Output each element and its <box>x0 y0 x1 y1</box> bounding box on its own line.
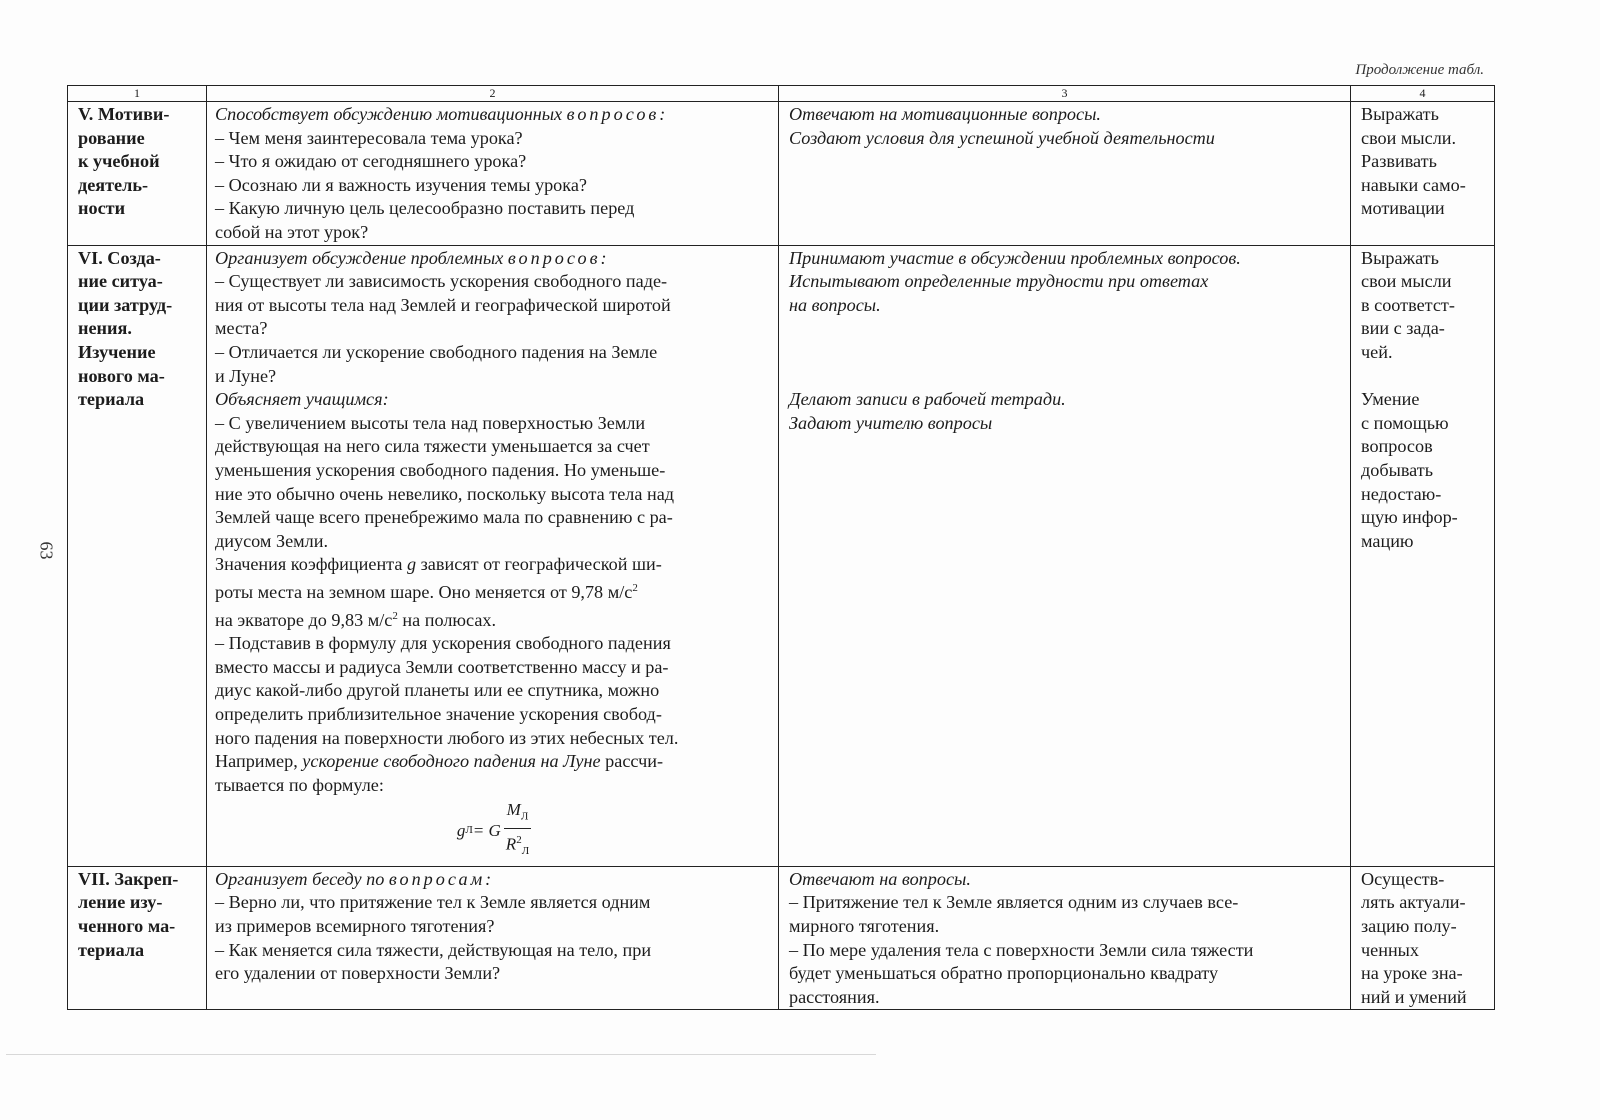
result-cell <box>1351 245 1495 866</box>
student-line: Отвечают на мотивационные вопросы. <box>789 104 1101 124</box>
result-line: на уроке зна- <box>1361 963 1463 984</box>
stage-line: VII. Закреп- <box>78 868 179 889</box>
teacher-explains: Объясняет учащимся: <box>215 389 389 410</box>
result-line: чей. <box>1361 341 1393 362</box>
teacher-activity-cell <box>207 866 779 1010</box>
result-line: Осуществ- <box>1361 868 1445 889</box>
teacher-line: тывается по формуле: <box>215 774 384 795</box>
result-line: Умение <box>1361 389 1420 410</box>
stage-line: нового ма- <box>78 365 165 386</box>
result-line: вопросов <box>1361 436 1433 457</box>
teacher-line: Например, ускорение свободного падения на Луне рассчи- <box>215 751 664 772</box>
result-line: добывать <box>1361 459 1434 480</box>
result-line: ченных <box>1361 939 1419 960</box>
column-header-3: 3 <box>779 86 1351 102</box>
teacher-line: собой на этот урок? <box>215 221 369 242</box>
student-activity-cell <box>779 245 1351 866</box>
teacher-line: уменьшения ускорения свободного падения. Но уменьше- <box>215 459 666 480</box>
teacher-line: вместо массы и радиуса Земли соответственно массу и ра- <box>215 656 669 677</box>
teacher-line: на экваторе до 9,83 $м/с^2$ на полюсах. <box>215 609 497 630</box>
teacher-intro: Организует обсуждение проблемных вопросов: <box>215 247 610 268</box>
student-intro: Отвечают на вопросы. <box>789 868 971 889</box>
result-line: свои мысли. <box>1361 127 1457 148</box>
result-line: в соответст- <box>1361 294 1455 315</box>
student-line: будет уменьшаться обратно пропорционально квадрату <box>789 963 1219 984</box>
teacher-line: – Что я ожидаю от сегодняшнего урока? <box>215 151 527 172</box>
student-line: – Притяжение тел к Земле является одним из случаев все- <box>789 892 1239 913</box>
column-header-1: 1 <box>68 86 207 102</box>
scan-edge-line <box>6 1054 876 1055</box>
result-line: Выражать <box>1361 247 1439 268</box>
teacher-line: его удалении от поверхности Земли? <box>215 963 501 984</box>
stage-line: ление изу- <box>78 892 163 913</box>
stage-line: к учебной <box>78 151 160 172</box>
result-line: ний и умений <box>1361 986 1467 1007</box>
teacher-line: – Верно ли, что притяжение тел к Земле является одним <box>215 892 651 913</box>
student-line: Создают условия для успешной учебной деятельности <box>789 127 1215 148</box>
teacher-line: диус какой-либо другой планеты или ее спутника, можно <box>215 680 660 701</box>
result-cell <box>1351 102 1495 246</box>
teacher-line: роты места на земном шаре. Оно меняется от 9,78 $м/с^2$ <box>215 581 638 602</box>
stage-line: деятель- <box>78 174 148 195</box>
table-continuation-caption: Продолжение табл. <box>1355 62 1484 78</box>
student-line: Задают учителю вопросы <box>789 412 993 433</box>
table-row <box>68 102 1495 246</box>
result-line: Выражать <box>1361 104 1439 124</box>
result-line: Развивать <box>1361 151 1437 172</box>
teacher-line: – Какую личную цель целесообразно поставить перед <box>215 198 635 219</box>
stage-line: рование <box>78 127 145 148</box>
result-line: мотивации <box>1361 198 1445 219</box>
result-line: лять актуали- <box>1361 892 1466 913</box>
stage-cell <box>68 102 207 246</box>
result-line: недостаю- <box>1361 483 1442 504</box>
teacher-line: ного падения на поверхности любого из этих небесных тел. <box>215 727 679 748</box>
lesson-plan-table <box>67 85 1495 1010</box>
stage-line: ции затруд- <box>78 294 173 315</box>
stage-line: ности <box>78 198 126 219</box>
result-line: свои мысли <box>1361 271 1452 292</box>
student-line: Делают записи в рабочей тетради. <box>789 389 1066 410</box>
stage-line: нения. <box>78 318 132 339</box>
teacher-line: действующая на него сила тяжести уменьшается за счет <box>215 436 650 457</box>
table-header-row <box>68 86 1495 102</box>
stage-cell <box>68 866 207 1010</box>
result-line: щую инфор- <box>1361 507 1458 528</box>
column-header-4: 4 <box>1351 86 1495 102</box>
stage-cell <box>68 245 207 866</box>
teacher-line: – Отличается ли ускорение свободного падения на Земле <box>215 341 658 362</box>
teacher-line: ние это обычно очень невелико, поскольку высота тела над <box>215 483 675 504</box>
stage-line: териала <box>78 939 145 960</box>
stage-line: V. Мотиви- <box>78 104 170 124</box>
teacher-line: – Как меняется сила тяжести, действующая на тело, при <box>215 939 652 960</box>
student-line: Принимают участие в обсуждении проблемных вопросов. <box>789 247 1241 268</box>
result-line: зацию полу- <box>1361 915 1457 936</box>
teacher-line: Значения коэффициента g зависят от географической ши- <box>215 554 662 575</box>
teacher-line: – С увеличением высоты тела над поверхностью Земли <box>215 412 646 433</box>
stage-line: Изучение <box>78 341 156 362</box>
student-line: расстояния. <box>789 986 880 1007</box>
student-line: – По мере удаления тела с поверхности Земли сила тяжести <box>789 939 1254 960</box>
teacher-line: – Подставив в формулу для ускорения свободного падения <box>215 633 671 654</box>
teacher-line: и Луне? <box>215 365 277 386</box>
student-activity-cell <box>779 866 1351 1010</box>
teacher-line: места? <box>215 318 268 339</box>
g-symbol: g <box>406 554 417 575</box>
stage-line: ченного ма- <box>78 915 176 936</box>
teacher-intro: Способствует обсуждению мотивационных вопросов: <box>215 104 669 124</box>
stage-line: териала <box>78 389 145 410</box>
teacher-line: диусом Земли. <box>215 530 329 551</box>
result-line: навыки само- <box>1361 174 1466 195</box>
teacher-activity-cell <box>207 102 779 246</box>
stage-line: ние ситуа- <box>78 271 163 292</box>
teacher-line: Землей чаще всего пренебрежимо мала по сравнению с ра- <box>215 507 673 528</box>
teacher-line: определить приблизительное значение ускорения свобод- <box>215 703 662 724</box>
student-activity-cell <box>779 102 1351 246</box>
table-row <box>68 245 1495 866</box>
student-line: на вопросы. <box>789 294 881 315</box>
teacher-line: – Чем меня заинтересовала тема урока? <box>215 127 523 148</box>
page-number: 63 <box>36 541 57 560</box>
stage-line: VI. Созда- <box>78 247 161 268</box>
column-header-2: 2 <box>207 86 779 102</box>
student-line: Испытывают определенные трудности при ответах <box>789 271 1209 292</box>
teacher-line: ния от высоты тела над Землей и географической широтой <box>215 294 671 315</box>
teacher-line: – Существует ли зависимость ускорения свободного паде- <box>215 271 668 292</box>
result-line: мацию <box>1361 530 1414 551</box>
table-row <box>68 866 1495 1010</box>
teacher-intro: Организует беседу по вопросам: <box>215 868 495 889</box>
teacher-activity-cell <box>207 245 779 866</box>
teacher-line: из примеров всемирного тяготения? <box>215 915 495 936</box>
result-line: вии с зада- <box>1361 318 1445 339</box>
teacher-line: – Осознаю ли я важность изучения темы урока? <box>215 174 587 195</box>
result-line: с помощью <box>1361 412 1449 433</box>
result-cell <box>1351 866 1495 1010</box>
moon-gravity-formula: g Л = G $\frac{M_Л}{R^2_Л}$ <box>215 797 774 865</box>
student-line: мирного тяготения. <box>789 915 940 936</box>
